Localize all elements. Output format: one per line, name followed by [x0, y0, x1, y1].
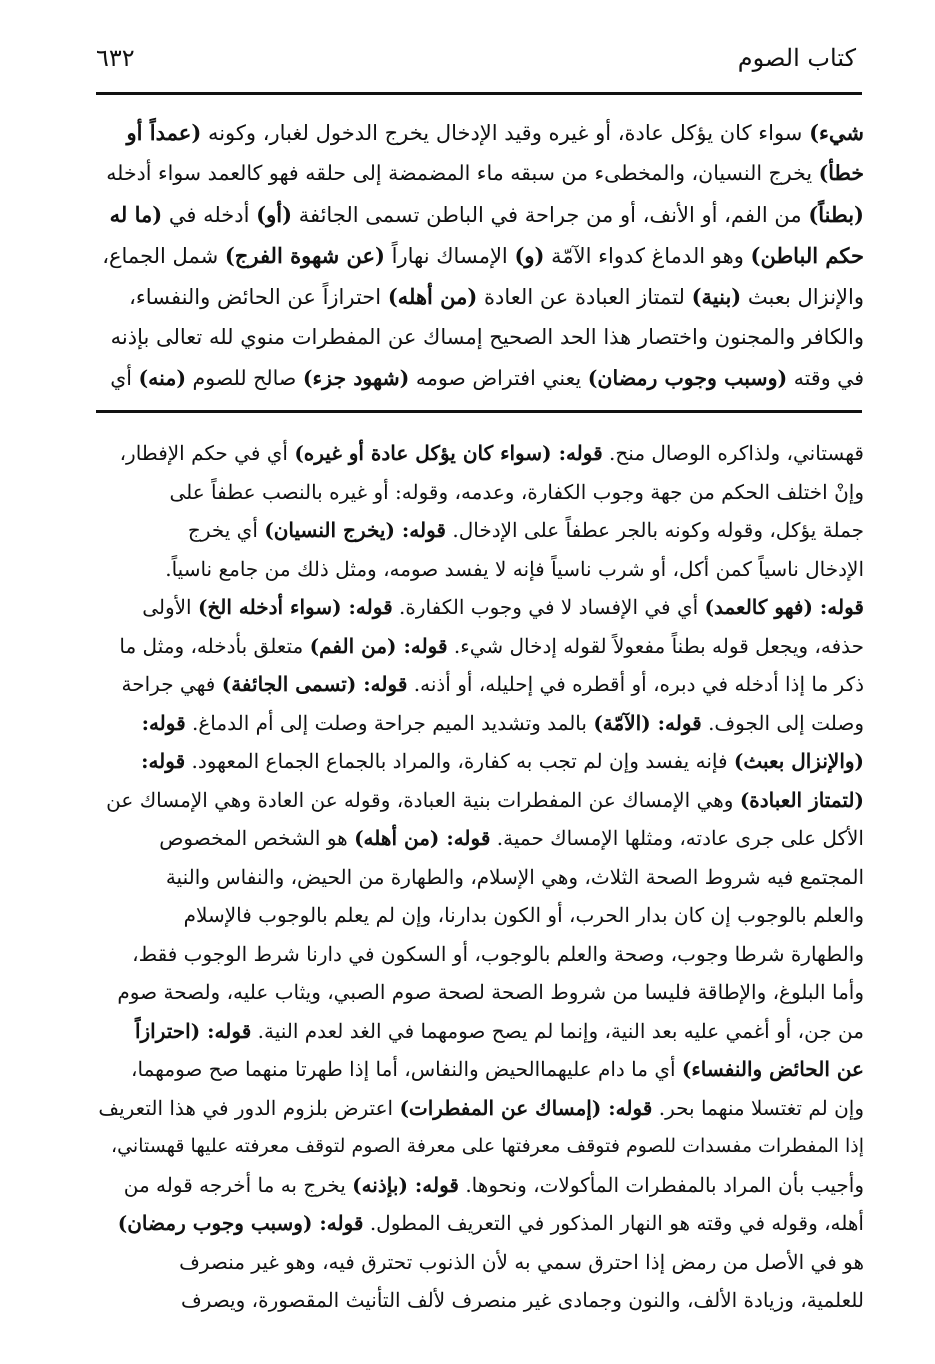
text-segment: وأجيب بأن المراد بالمفطرات المأكولات، ونحوها.: [458, 1172, 864, 1197]
footnote-line: [94, 819, 864, 858]
text-segment: وهي الإمساك عن المفطرات بنية العبادة، وقوله عن العادة وهي الإمساك عن: [106, 787, 740, 812]
main-line: [94, 235, 864, 276]
text-segment: فإنه يفسد وإن لم تجب به كفارة، والمراد بالجماع الجماع المعهود.: [185, 749, 734, 773]
bold-segment: (بطناً): [808, 202, 864, 227]
bold-segment: قوله:: [141, 749, 186, 773]
footnote-line: [94, 704, 864, 743]
text-segment: هو في الأصل من رمض إذا احترق سمي به لأن الذنوب تحترق فيه، وهو غير منصرف: [179, 1249, 864, 1274]
text-segment: جملة يؤكل، وقوله وكونه بالجر عطفاً على الإدخال.: [445, 518, 864, 542]
footnote-line: [94, 1050, 864, 1089]
footnote-line: [94, 588, 864, 627]
footnote-line: [94, 550, 864, 589]
main-line: [94, 317, 864, 358]
footnote-line: [94, 1166, 864, 1205]
text-segment: والإنزال بعبث: [741, 285, 864, 309]
bold-segment: (و): [514, 243, 545, 268]
text-segment: الأولى: [142, 595, 198, 619]
chapter-title: كتاب الصوم: [737, 44, 856, 72]
text-segment: المجتمع فيه شروط الصحة الثلاث، وهي الإسلام، والطهارة من الحيض، والنفاس والنية: [165, 864, 864, 889]
text-segment: والكافر والمجنون واختصار هذا الحد الصحيح إمساك عن المفطرات منوي لله تعالى بإذنه: [110, 325, 864, 349]
bold-segment: قوله: (بإذنه): [352, 1172, 459, 1197]
text-segment: يخرج النسيان، والمخطىء من سبقه ماء المضمضة إلى حلقه فهو كالعمد سواء أدخله: [106, 161, 819, 185]
bold-segment: (عن شهوة الفرج): [224, 243, 385, 268]
text-segment: متعلق بأدخله، ومثل ما: [119, 633, 310, 658]
text-segment: وإن لم تغتسلا منهما بحر.: [652, 1095, 864, 1120]
footnote-line: [94, 1089, 864, 1128]
bold-segment: (عمداً أو: [126, 120, 202, 145]
text-segment: أدخله في: [162, 203, 257, 227]
bold-segment: (ما له: [109, 202, 163, 227]
text-segment: يعني افتراض صومه: [409, 366, 588, 390]
bold-segment: (لتمتاز العبادة): [739, 787, 864, 812]
bold-segment: (منه): [138, 366, 187, 390]
bold-segment: قوله: (من أهله): [354, 826, 491, 850]
text-segment: من الفم، أو الأنف، أو من جراحة في الباطن تسمى الجائفة: [292, 203, 809, 227]
text-segment: هو الشخص المخصوص: [159, 826, 355, 850]
text-segment: والطهارة شرطا وجوب، وصحة والعلم بالوجوب، أو السكون في دارنا شرط الوجوب فقط،: [132, 941, 864, 966]
main-line: [94, 194, 864, 235]
main-line: [94, 276, 864, 317]
text-segment: شمل الجماع،: [102, 244, 225, 268]
text-segment: وصلت إلى الجوف.: [701, 710, 864, 735]
footnote-line: [94, 473, 864, 512]
main-line: [94, 112, 864, 153]
footnote-divider: [96, 410, 862, 413]
text-segment: من جن، أو أغمي عليه بعد النية، وإنما لم يصح صومهما في الغد لعدم النية.: [251, 1018, 864, 1043]
footnote-line: [94, 1012, 864, 1051]
bold-segment: قوله: (فهو كالعمد): [704, 595, 864, 619]
footnote-line: [94, 1204, 864, 1243]
text-segment: للعلمية، وزيادة الألف، والنون وجمادى غير منصرف لألف التأنيث المقصورة، ويصرف: [180, 1288, 864, 1312]
footnote-line: [94, 1127, 864, 1166]
footnote-line: [94, 665, 864, 704]
bold-segment: قوله: (يخرج النسيان): [264, 518, 446, 542]
footnote-line: [94, 742, 864, 781]
page-header: [96, 38, 856, 88]
text-segment: وأما البلوغ، والإطاقة فليسا من شروط الصحة لصحة صوم الصبي، ويثاب عليه، ولصحة صوم: [117, 980, 864, 1004]
text-segment: ذكر ما إذا أدخله في دبره، أو أقطره في إحليله، أو أذنه.: [407, 672, 864, 696]
footnote-line: [94, 781, 864, 820]
text-segment: الإدخال ناسياً كمن أكل، أو شرب ناسياً فإنه لا يفسد صومه، ومثل ذلك من جامع ناسياً.: [165, 556, 864, 581]
text-segment: الأكل على جرى عادته، ومثلها الإمساك حمية.: [490, 826, 864, 850]
text-segment: والعلم بالوجوب إن كان بدار الحرب، أو الكون بدارنا، وإن لم يعلم بالوجوب فالإسلام: [183, 903, 864, 927]
footnote-line: [94, 896, 864, 935]
bold-segment: (والإنزال بعبث): [733, 749, 864, 773]
text-segment: فهي جراحة: [121, 672, 222, 696]
text-segment: وإنْ اختلف الحكم من جهة وجوب الكفارة، وعدمه، وقوله: أو غيره بالنصب عطفاً على: [169, 479, 864, 504]
text-segment: أي في حكم الإفطار،: [119, 441, 295, 465]
footnote-line: [94, 858, 864, 897]
text-segment: بالمد وتشديد الميم جراحة وصلت إلى أم الدماغ.: [185, 710, 594, 735]
footnote-line: [94, 434, 864, 473]
text-segment: أي ما دام عليهماالحيض والنفاس، أما إذا طهرتا منهما صح صومهما،: [131, 1057, 682, 1081]
bold-segment: (وسبب وجوب رمضان): [587, 366, 788, 390]
footnote-line: [94, 1243, 864, 1282]
text-segment: أي في الإفساد لا في وجوب الكفارة.: [392, 595, 705, 619]
header-divider: [96, 92, 862, 95]
bold-segment: خطأ): [818, 161, 864, 185]
text-segment: أهله، وقوله في وقته هو النهار المذكور في التعريف المطول.: [363, 1211, 864, 1235]
text-segment: الإمساك نهاراً: [385, 244, 515, 268]
bold-segment: (من أهله): [387, 284, 478, 309]
bold-segment: قوله: (سواء أدخله الخ): [197, 595, 393, 619]
text-segment: يخرج به ما أخرجه قوله من: [123, 1172, 353, 1197]
main-text: [94, 112, 864, 399]
bold-segment: قوله: (من الفم): [309, 633, 448, 658]
footnote-line: [94, 511, 864, 550]
main-line: [94, 358, 864, 399]
bold-segment: حكم الباطن): [750, 243, 864, 268]
text-segment: أي يخرج: [187, 518, 265, 542]
bold-segment: قوله: (إمساك عن المفطرات): [399, 1095, 653, 1120]
page-number: ٦٣٢: [96, 44, 135, 72]
bold-segment: قوله: (احترازاً: [134, 1018, 252, 1043]
text-segment: في وقته: [787, 366, 864, 390]
main-line: [94, 153, 864, 194]
footnote-line: [94, 935, 864, 974]
text-segment: احترازاً عن الحائض والنفساء،: [129, 285, 388, 309]
footnote-line: [94, 1281, 864, 1320]
text-segment: إذا المفطرات مفسدات للصوم فتوقف معرفتها على معرفة الصوم لتوقف معرفته عليها قهستاني،: [110, 1135, 864, 1157]
text-segment: لتمتاز العبادة عن العادة: [477, 285, 692, 309]
bold-segment: شيء): [809, 120, 864, 145]
text-segment: سواء كان يؤكل عادة، أو غيره وقيد الإدخال يخرج الدخول لغبار، وكونه: [201, 121, 810, 145]
footnote-line: [94, 973, 864, 1012]
bold-segment: (بنية): [691, 284, 742, 309]
bold-segment: قوله: (تسمى الجائفة): [221, 672, 408, 696]
bold-segment: قوله: (الآمّة): [593, 710, 702, 735]
footnote-line: [94, 627, 864, 666]
text-segment: حذفه، ويجعل قوله بطناً مفعولاً لقوله إدخال شيء.: [447, 633, 864, 658]
text-segment: قهستاني، ولذاكره الوصال منح.: [602, 441, 864, 465]
bold-segment: (أو): [256, 202, 293, 227]
bold-segment: (شهود جزء): [302, 366, 410, 390]
bold-segment: قوله: (وسبب وجوب رمضان): [117, 1211, 364, 1235]
bold-segment: عن الحائض والنفساء): [681, 1057, 864, 1081]
bold-segment: قوله: (سواء كان يؤكل عادة أو غيره): [294, 441, 603, 465]
text-segment: أي: [110, 366, 139, 390]
text-segment: وهو الدماغ كدواء الآمّة: [544, 244, 751, 268]
text-segment: صالح للصوم: [186, 366, 303, 390]
footnotes: [94, 434, 864, 1320]
text-segment: اعترض بلزوم الدور في هذا التعريف: [98, 1095, 400, 1120]
bold-segment: قوله:: [141, 710, 186, 735]
